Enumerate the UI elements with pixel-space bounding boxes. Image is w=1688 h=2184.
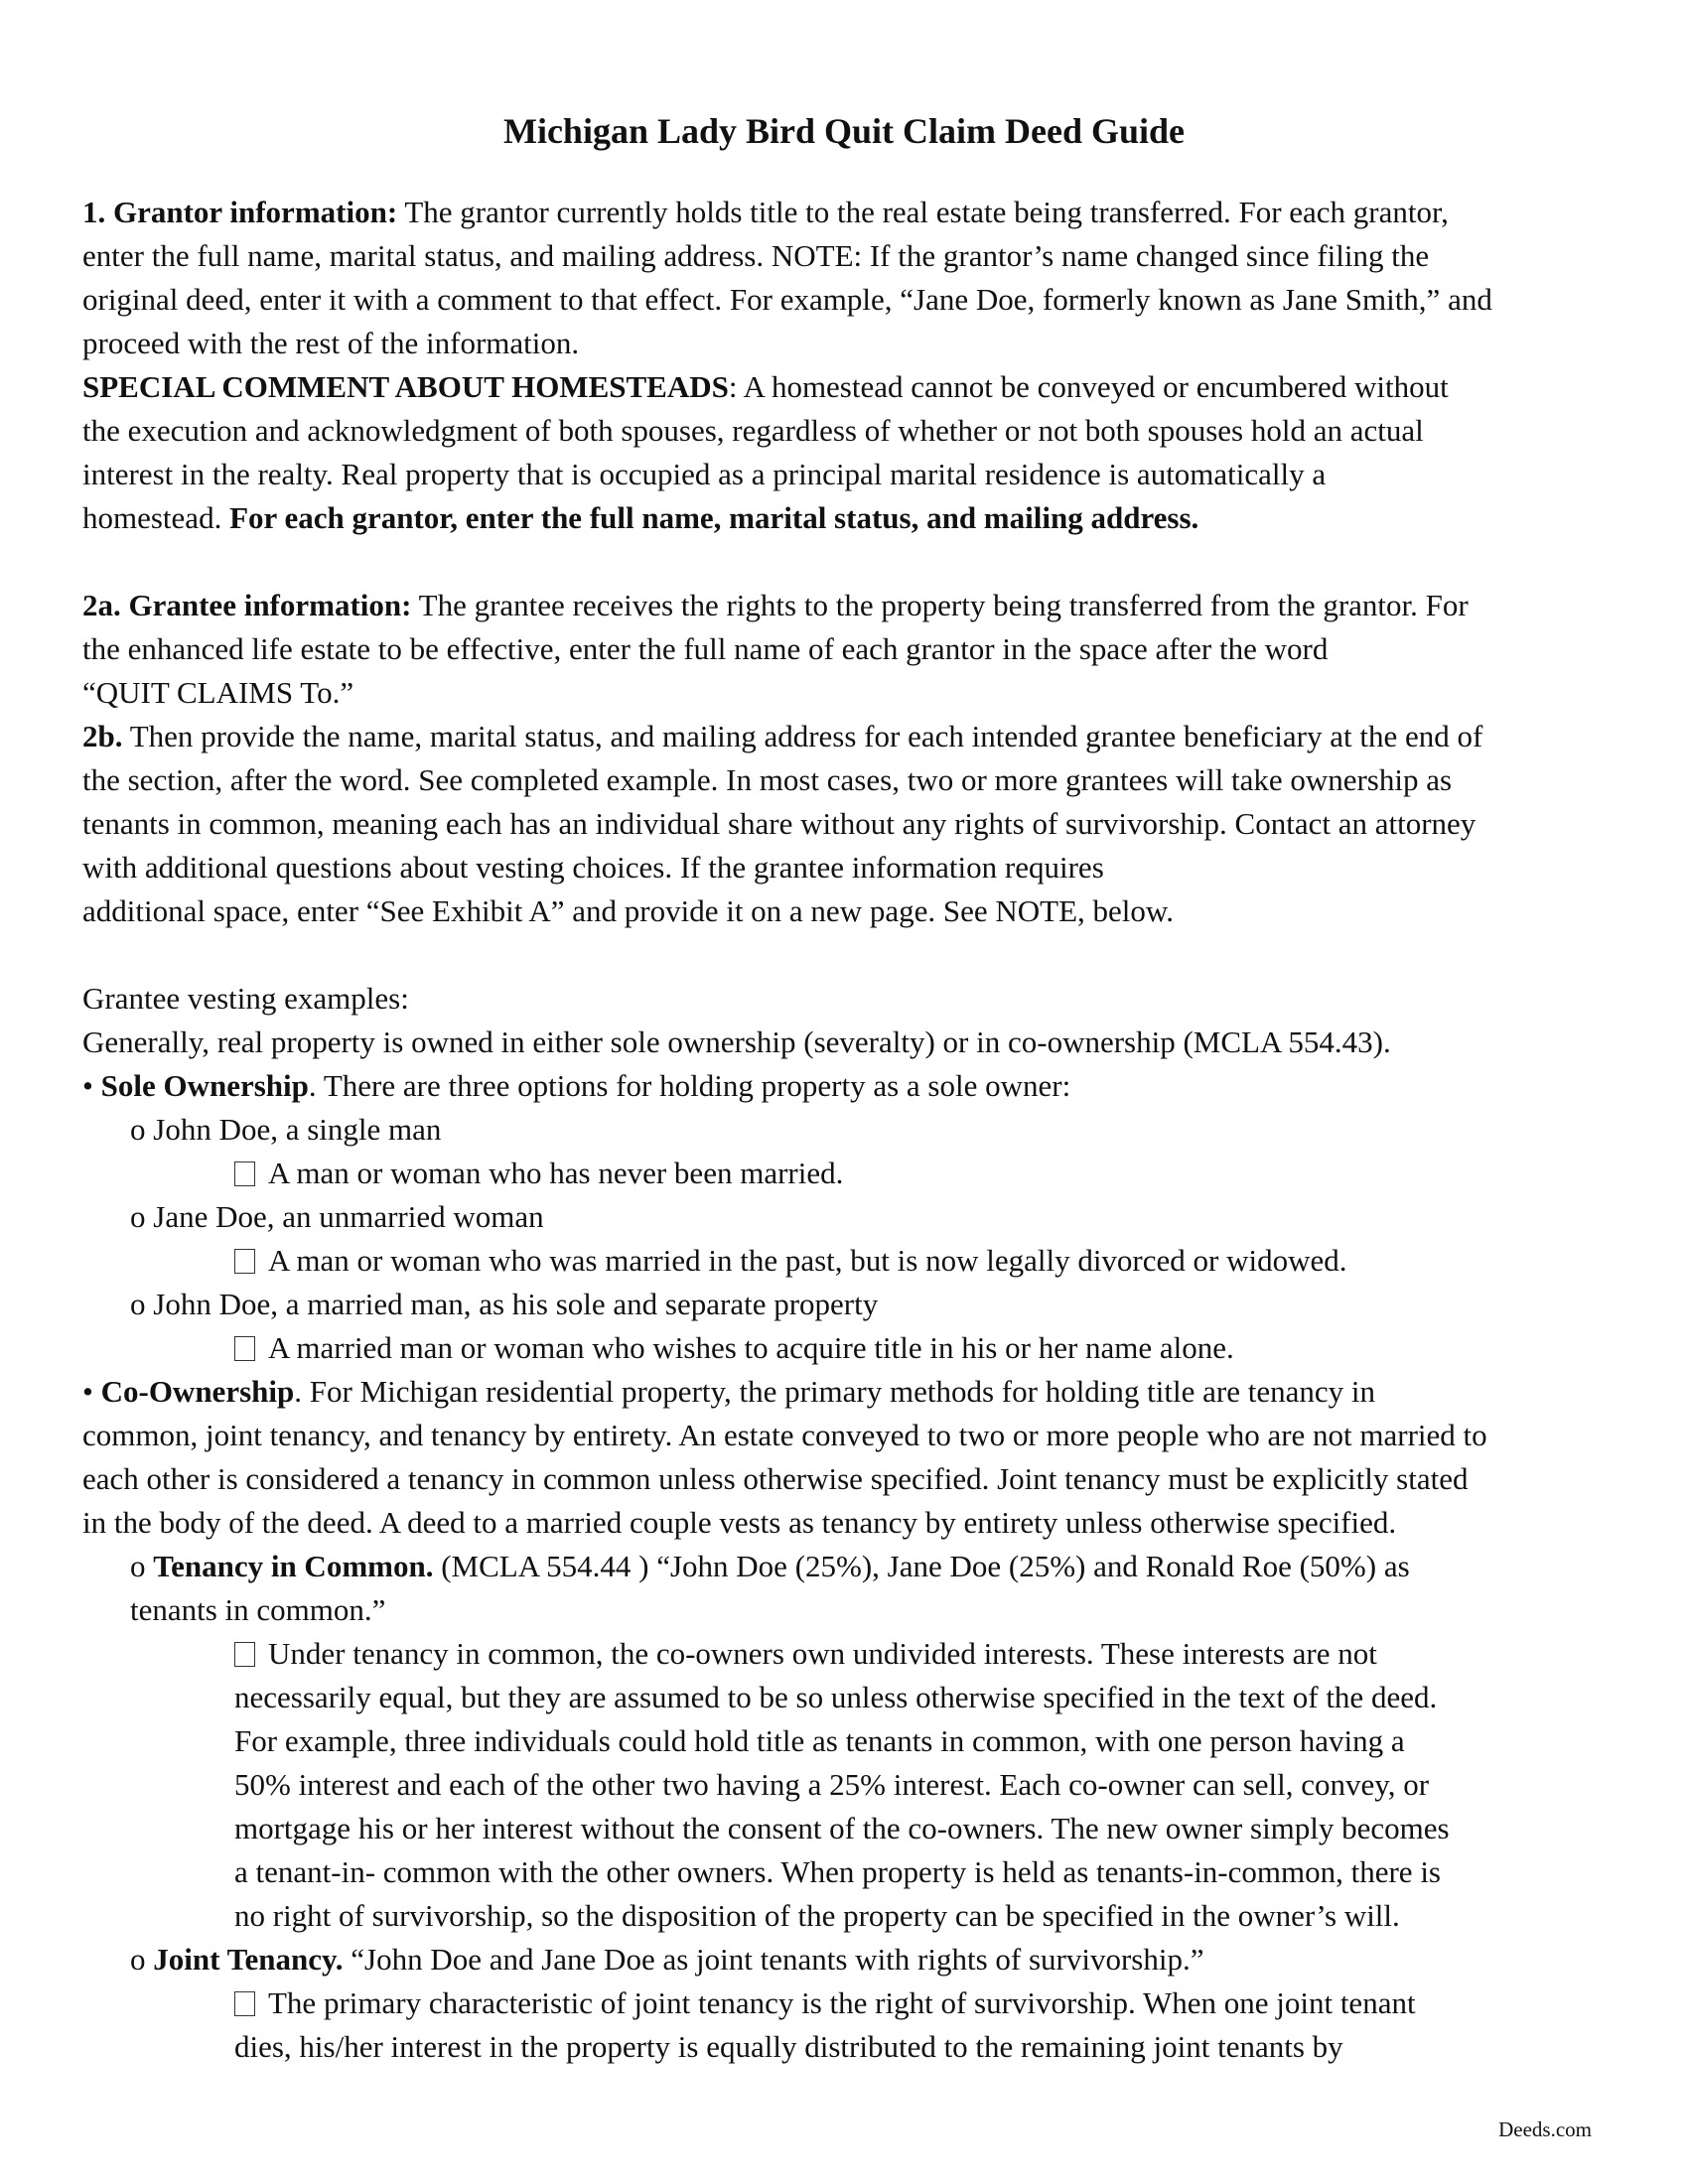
tenancy-in-common-desc-2: necessarily equal, but they are assumed to be so unless otherwise specified in the text of the deed. [234,1680,1438,1714]
homestead-heading: SPECIAL COMMENT ABOUT HOMESTEADS [82,369,729,404]
grantee-2b-line-3: tenants in common, meaning each has an individual share without any rights of survivorship. Contact an attorney [82,806,1477,841]
co-ownership-line-1: • Co-Ownership. For Michigan residential property, the primary methods for holding title are tenancy in [82,1374,1375,1409]
grantee-line-2: the enhanced life estate to be effective, enter the full name of each grantor in the space after the word [82,631,1329,666]
grantee-2b-line-4: with additional questions about vesting choices. If the grantee information requires [82,850,1104,885]
sole-option-3-desc: A married man or woman who wishes to acquire title in his or her name alone. [234,1328,1234,1368]
grantee-heading: 2a. Grantee information: [82,588,412,622]
checkbox-glyph-icon [234,1991,255,2016]
co-ownership-heading: Co-Ownership [100,1374,295,1409]
grantee-2b-line-5: additional space, enter “See Exhibit A” and provide it on a new page. See NOTE, below. [82,893,1175,928]
co-ownership-line-2: common, joint tenancy, and tenancy by entirety. An estate conveyed to two or more people who are not married to [82,1418,1487,1452]
tenancy-in-common-desc-5: mortgage his or her interest without the consent of the co-owners. The new owner simply becomes [234,1811,1450,1845]
grantee-2b-heading: 2b. [82,719,123,753]
sole-ownership-heading: Sole Ownership [100,1068,309,1103]
sole-option-2: o Jane Doe, an unmarried woman [130,1199,544,1234]
tenancy-in-common-line-2: tenants in common.” [130,1592,386,1627]
grantor-heading: 1. Grantor information: [82,195,398,229]
footer-brand: Deeds.com [1498,2117,1592,2141]
grantor-line-3: original deed, enter it with a comment to that effect. For example, “Jane Doe, formerly known as Jane Smith,” and [82,282,1492,317]
grantee-2b-line-1: 2b. Then provide the name, marital status, and mailing address for each intended grantee beneficiary at the end of [82,719,1483,753]
checkbox-glyph-icon [234,1249,255,1274]
tenancy-in-common-desc-6: a tenant-in- common with the other owners. When property is held as tenants-in-common, there is [234,1854,1441,1889]
joint-tenancy-desc-1: The primary characteristic of joint tenancy is the right of survivorship. When one joint tenant [234,1983,1416,2023]
co-ownership-line-3: each other is considered a tenancy in common unless otherwise specified. Joint tenancy must be explicitly stated [82,1461,1469,1496]
grantor-line-2: enter the full name, marital status, and mailing address. NOTE: If the grantor’s name changed since filing the [82,238,1430,273]
vesting-heading: Grantee vesting examples: [82,981,409,1016]
checkbox-glyph-icon [234,1642,255,1667]
co-ownership-line-4: in the body of the deed. A deed to a married couple vests as tenancy by entirety unless otherwise specified. [82,1505,1397,1540]
grantee-2b-line-2: the section, after the word. See completed example. In most cases, two or more grantees will take ownership as [82,762,1453,797]
vesting-intro: Generally, real property is owned in either sole ownership (severalty) or in co-ownership (MCLA 554.43). [82,1024,1391,1059]
homestead-line-1: SPECIAL COMMENT ABOUT HOMESTEADS: A homestead cannot be conveyed or encumbered without [82,369,1449,404]
tenancy-in-common-desc-1: Under tenancy in common, the co-owners own undivided interests. These interests are not [234,1634,1377,1674]
tenancy-in-common-line-1: o Tenancy in Common. (MCLA 554.44 ) “John Doe (25%), Jane Doe (25%) and Ronald Roe (50%) as [130,1549,1410,1583]
homestead-line-2: the execution and acknowledgment of both spouses, regardless of whether or not both spouses hold an actual [82,413,1424,448]
tenancy-in-common-desc-7: no right of survivorship, so the disposition of the property can be specified in the owner’s will. [234,1898,1400,1933]
tenancy-in-common-heading: Tenancy in Common. [153,1549,434,1583]
checkbox-glyph-icon [234,1161,255,1186]
grantor-line-4: proceed with the rest of the information. [82,326,580,360]
grantee-line-1: 2a. Grantee information: The grantee receives the rights to the property being transferred from the grantor. For [82,588,1469,622]
sole-option-3: o John Doe, a married man, as his sole and separate property [130,1287,879,1321]
joint-tenancy-desc-2: dies, his/her interest in the property is equally distributed to the remaining joint tenants by [234,2029,1343,2064]
checkbox-glyph-icon [234,1336,255,1361]
sole-ownership-line: • Sole Ownership. There are three options for holding property as a sole owner: [82,1068,1071,1103]
document-title: Michigan Lady Bird Quit Claim Deed Guide [502,111,1186,151]
homestead-line-4: homestead. For each grantor, enter the full name, marital status, and mailing address. [82,500,1199,535]
homestead-line-3: interest in the realty. Real property that is occupied as a principal marital residence is automatically a [82,457,1327,491]
joint-tenancy-heading: Joint Tenancy. [153,1942,344,1977]
tenancy-in-common-desc-4: 50% interest and each of the other two having a 25% interest. Each co-owner can sell, convey, or [234,1767,1430,1802]
grantee-line-3: “QUIT CLAIMS To.” [82,675,354,710]
sole-option-1-desc: A man or woman who has never been married. [234,1154,843,1193]
joint-tenancy-line-1: o Joint Tenancy. “John Doe and Jane Doe as joint tenants with rights of survivorship.” [130,1942,1204,1977]
tenancy-in-common-desc-3: For example, three individuals could hold title as tenants in common, with one person having a [234,1723,1405,1758]
grantor-line-1: 1. Grantor information: The grantor currently holds title to the real estate being transferred. For each grantor, [82,195,1449,229]
sole-option-2-desc: A man or woman who was married in the past, but is now legally divorced or widowed. [234,1241,1347,1281]
sole-option-1: o John Doe, a single man [130,1112,442,1147]
